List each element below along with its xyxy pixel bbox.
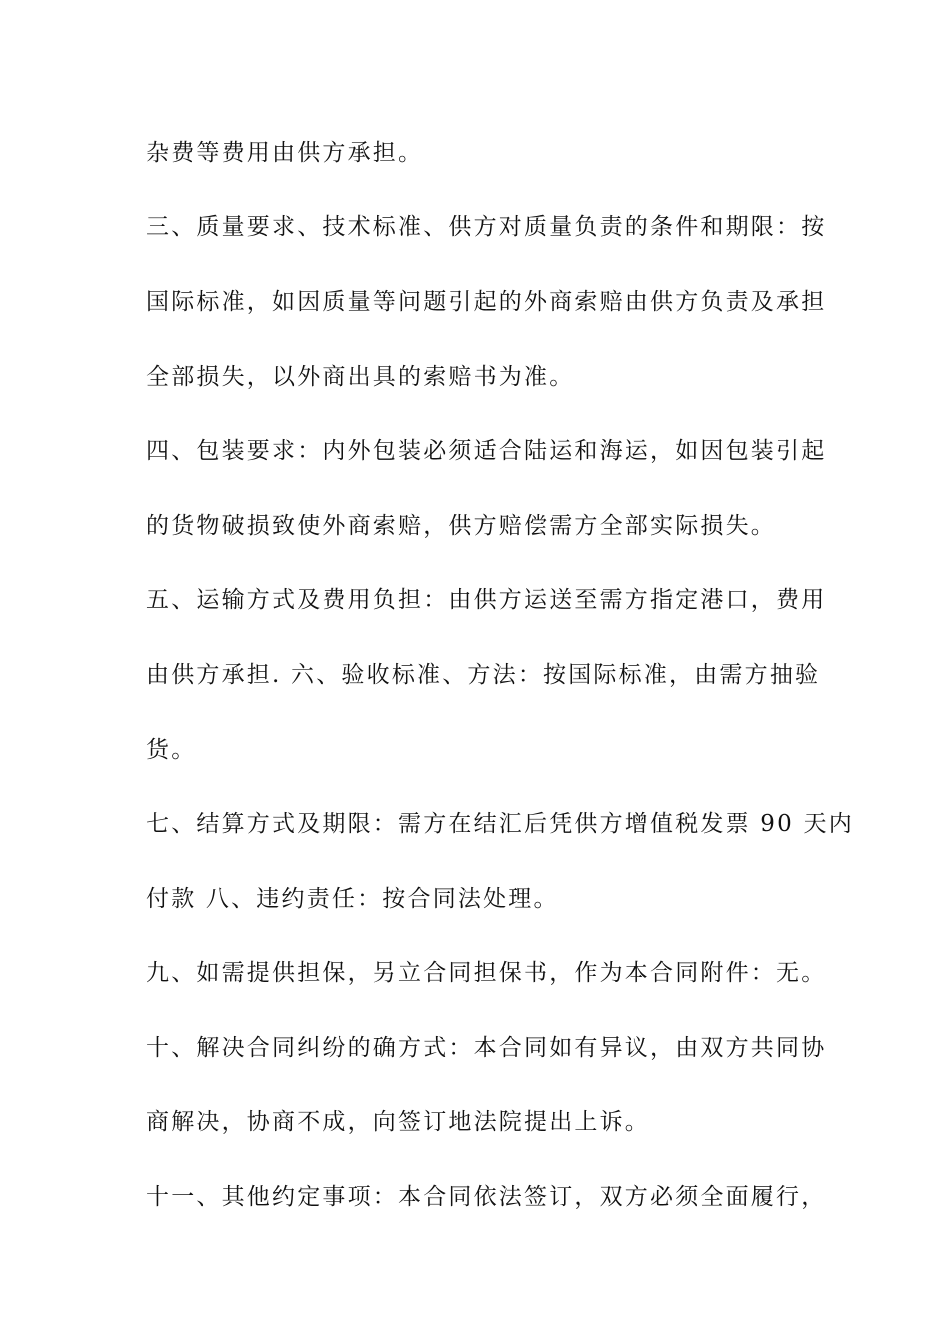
text-line: 四、包装要求：内外包装必须适合陆运和海运，如因包装引起: [146, 438, 827, 464]
text-line: 十、解决合同纠纷的确方式：本合同如有异议，由双方共同协: [146, 1035, 827, 1061]
text-line: 付款 八、违约责任：按合同法处理。: [146, 886, 559, 912]
text-line: 三、质量要求、技术标准、供方对质量负责的条件和期限：按: [146, 214, 827, 240]
text-line: 国际标准，如因质量等问题引起的外商索赔由供方负责及承担: [146, 289, 827, 315]
text-line: 商解决，协商不成，向签订地法院提出上诉。: [146, 1109, 650, 1135]
text-line: 七、结算方式及期限：需方在结汇后凭供方增值税发票 90 天内: [146, 811, 854, 837]
text-line: 的货物破损致使外商索赔，供方赔偿需方全部实际损失。: [146, 513, 776, 539]
text-line: 由供方承担. 六、验收标准、方法：按国际标准，由需方抽验: [146, 662, 821, 688]
text-line: 九、如需提供担保，另立合同担保书，作为本合同附件：无。: [146, 960, 827, 986]
text-line: 全部损失，以外商出具的索赔书为准。: [146, 364, 575, 390]
text-line: 杂费等费用由供方承担。: [146, 140, 424, 166]
text-line: 货。: [146, 737, 197, 763]
text-line: 十一、其他约定事项：本合同依法签订，双方必须全面履行，: [146, 1184, 827, 1210]
text-line: 五、运输方式及费用负担：由供方运送至需方指定港口，费用: [146, 587, 827, 613]
